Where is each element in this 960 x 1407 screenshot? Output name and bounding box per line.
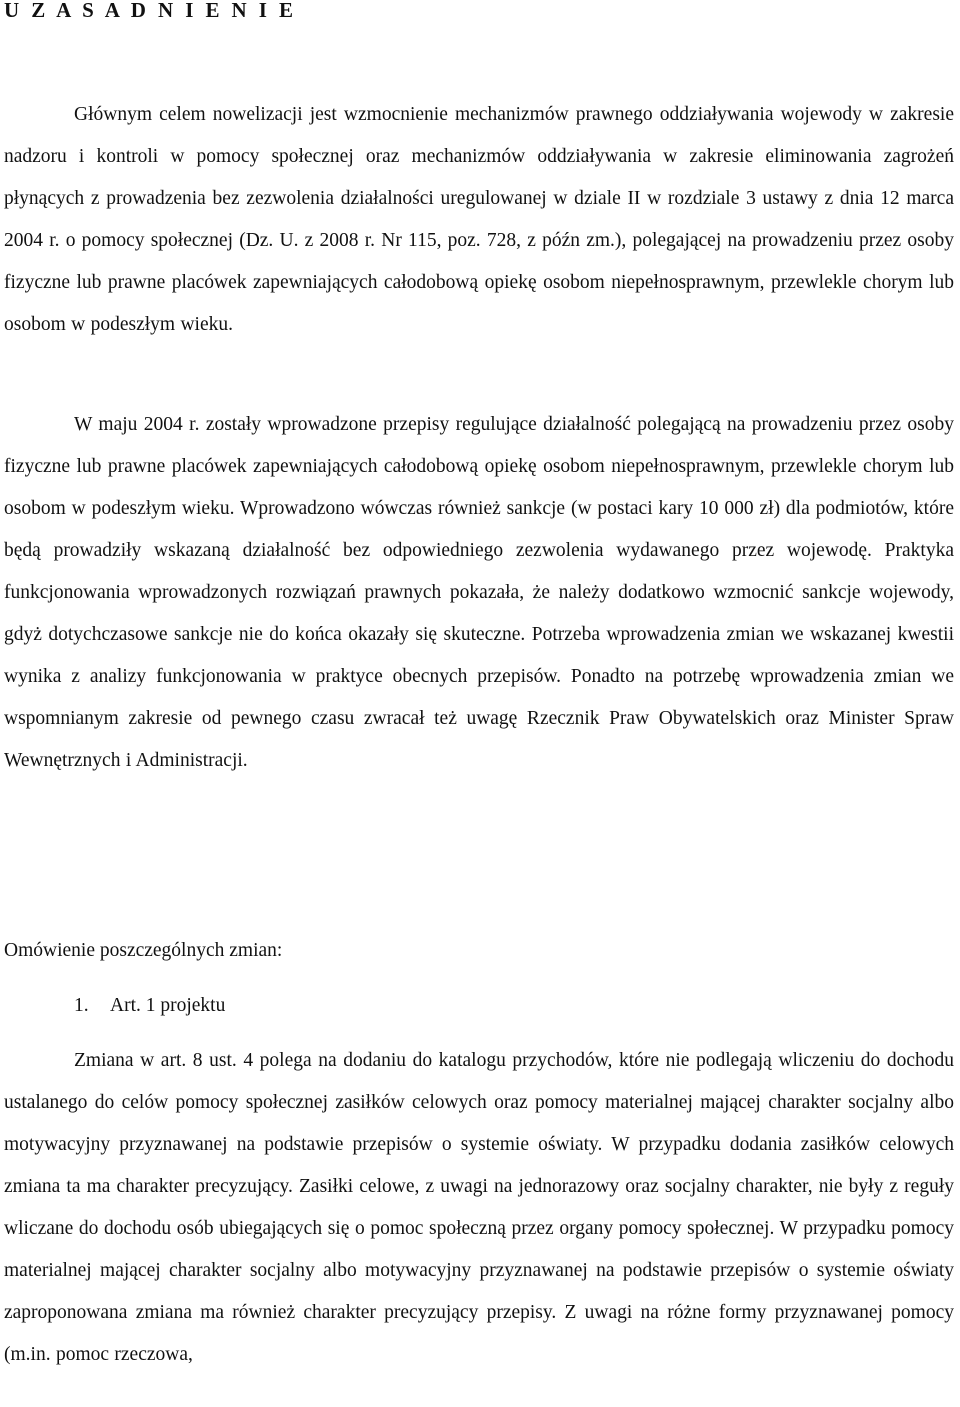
paragraph-background: W maju 2004 r. zostały wprowadzone przepisy regulujące działalność polegającą na prowadzeniu przez osoby fizyczne lub prawne placówek zapewniających całodobową opiekę osobom niepełnosprawnym, przewlekle chorym lub osobom w podeszłym wieku. Wprowadzono wówczas również sankcje (w postaci kary 10 000 zł) dla podmiotów, które będą prowadziły wskazaną działalność bez odpowiedniego zezwolenia wydawanego przez wojewodę. Praktyka funkcjonowania wprowadzonych rozwiązań prawnych pokazała, że należy dodatkowo wzmocnić sankcje wojewody, gdyż dotychczasowe sankcje nie do końca okazały się skuteczne. Potrzeba wprowadzenia zmian we wskazanej kwestii wynika z analizy funkcjonowania w praktyce obecnych przepisów. Ponadto na potrzebę wprowadzenia zmian we wspomnianym zakresie od pewnego czasu zwracał też uwagę Rzecznik Praw Obywatelskich oraz Minister Spraw Wewnętrznych i Administracji. (4, 414, 954, 771)
paragraph-art-8-change: Zmiana w art. 8 ust. 4 polega na dodaniu do katalogu przychodów, które nie podlegają wliczeniu do dochodu ustalanego do celów pomocy społecznej zasiłków celowych oraz pomocy materialnej mającej charakter socjalny albo motywacyjny przyznawanej na podstawie przepisów o systemie oświaty. W przypadku dodania zasiłków celowych zmiana ta ma charakter precyzujący. Zasiłki celowe, z uwagi na jednorazowy oraz socjalny charakter, nie były z reguły wliczane do dochodu osób ubiegających się o pomoc społeczną przez organy pomocy społecznej. W przypadku pomocy materialnej mającej charakter socjalny albo motywacyjny przyznawanej na podstawie przepisów o systemie oświaty zaproponowana zmiana ma również charakter precyzujący przepisy. Z uwagi na różne formy przyznawanej pomocy (m.in. pomoc rzeczowa, (4, 1050, 954, 1365)
section-title: Omówienie poszczególnych zmian: (4, 940, 283, 961)
document-heading: U Z A S A D N I E N I E (4, 0, 297, 22)
list-item-text: Art. 1 projektu (110, 995, 226, 1016)
paragraph-main-goal: Głównym celem nowelizacji jest wzmocnienie mechanizmów prawnego oddziaływania wojewody w zakresie nadzoru i kontroli w pomocy społecznej oraz mechanizmów oddziaływania w zakresie eliminowania zagrożeń płynących z prowadzenia bez zezwolenia działalności uregulowanej w dziale II w rozdziale 3 ustawy z dnia 12 marca 2004 r. o pomocy społecznej (Dz. U. z 2008 r. Nr 115, poz. 728, z późn zm.), polegającej na prowadzeniu przez osoby fizyczne lub prawne placówek zapewniających całodobową opiekę osobom niepełnosprawnym, przewlekle chorym lub osobom w podeszłym wieku. (4, 104, 954, 335)
list-item-art-1 (74, 985, 225, 1027)
list-item-number: 1. (74, 995, 89, 1016)
